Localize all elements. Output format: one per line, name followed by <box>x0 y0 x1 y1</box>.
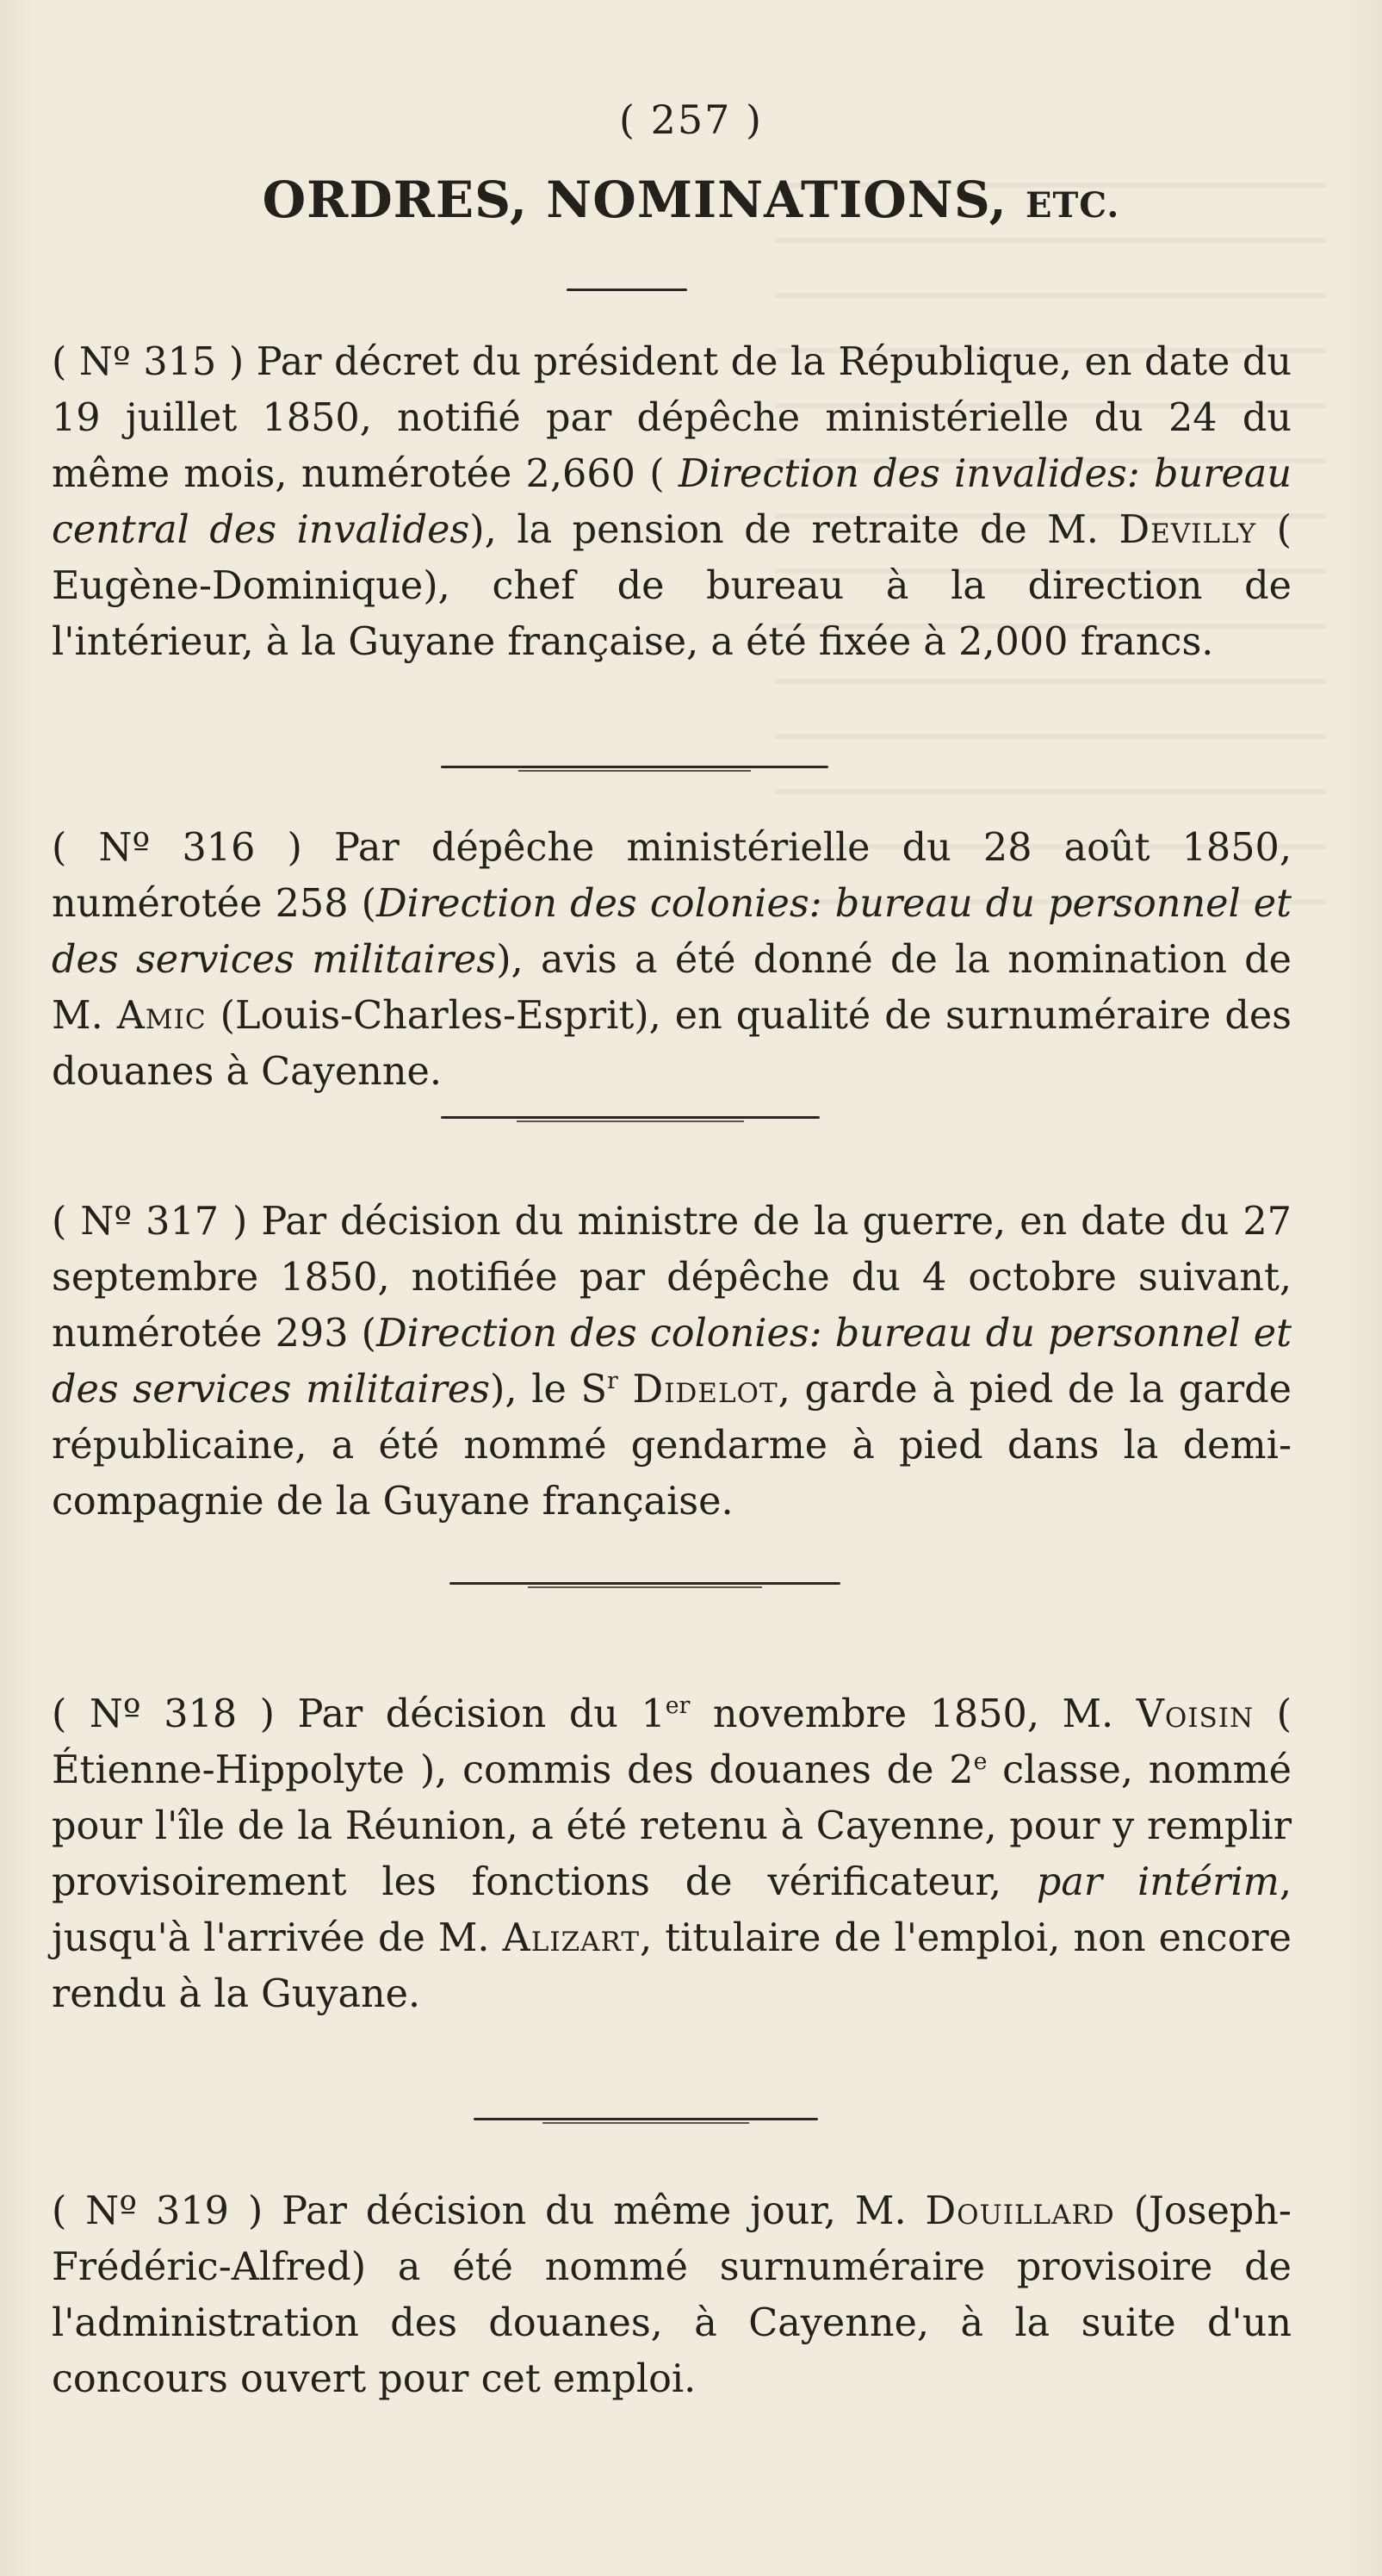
page-heading <box>0 171 1382 229</box>
entry-317 <box>52 1194 1292 1530</box>
entry-text <box>618 1368 633 1412</box>
entry-text: , titulaire de l'emploi, non encore rendu à la Guyane. <box>52 1916 1292 2016</box>
entry-316 <box>52 820 1292 1100</box>
entry-text: ), la pension de retraite de M. <box>469 508 1119 552</box>
entry-text: ( Étienne-Hippolyte ), commis des douanes de 2 <box>52 1692 1292 1792</box>
separator-rule <box>449 1582 840 1585</box>
entry-italic: par intérim <box>1036 1860 1280 1904</box>
entry-text: ( Eugène-Dominique), chef de bureau à la direction de l'intérieur, à la Guyane française, a été fixée à 2,000 francs. <box>52 508 1292 664</box>
separator-rule <box>441 766 828 768</box>
superscript: e <box>973 1748 988 1776</box>
person-name: Douillard <box>925 2189 1115 2233</box>
entry-315 <box>52 334 1292 670</box>
entry-text: ), le S <box>490 1368 608 1412</box>
entry-319 <box>52 2183 1292 2407</box>
heading-etc: ETC. <box>1026 185 1120 226</box>
superscript: r <box>607 1368 618 1395</box>
entry-text: , garde à pied de la garde républicaine, a été nommé gendarme à pied dans la demi-compagnie de la Guyane française. <box>52 1368 1292 1524</box>
entry-italic: Direction des colonies: bureau du personnel et des services militaires <box>52 882 1292 982</box>
separator-rule <box>474 2118 818 2120</box>
superscript: er <box>665 1692 691 1720</box>
entry-number: ( Nº 316 ) <box>52 826 302 870</box>
person-name: Voisin <box>1136 1692 1255 1736</box>
person-name: Devilly <box>1119 508 1257 552</box>
separator-rule <box>567 289 687 291</box>
entry-text: , jusqu'à l'arrivée de M. <box>52 1860 1292 1960</box>
entry-text: ), avis a été donné de la nomination de M. <box>52 938 1292 1038</box>
entry-italic: Direction des colonies: bureau du personnel et des services militaires <box>52 1312 1292 1412</box>
entry-text: Par décision du ministre de la guerre, en date du 27 septembre 1850, notifiée par dépêche du 4 octobre suivant, numérotée 293 ( <box>52 1200 1292 1356</box>
person-name: Didelot <box>632 1368 778 1412</box>
entry-text: classe, nommé pour l'île de la Réunion, a été retenu à Cayenne, pour y remplir provisoirement les fonctions de vérificateur, <box>52 1748 1292 1904</box>
entry-text: Par dépêche ministérielle du 28 août 1850, numérotée 258 ( <box>52 826 1292 926</box>
entry-number: ( Nº 319 ) <box>52 2189 263 2233</box>
entry-number: ( Nº 315 ) <box>52 340 245 384</box>
person-name: Alizart <box>502 1916 641 1960</box>
entry-number: ( Nº 318 ) <box>52 1692 276 1736</box>
entry-text: novembre 1850, M. <box>690 1692 1137 1736</box>
person-name: Amic <box>116 994 207 1038</box>
heading-main: ORDRES, NOMINATIONS, <box>262 171 1007 229</box>
separator-rule <box>441 1116 820 1119</box>
page-number: ( 257 ) <box>619 96 763 143</box>
entry-text: Par décret du président de la République, en date du 19 juillet 1850, notifié par dépêche ministérielle du 24 du même mois, numérotée 2,660 ( <box>52 340 1292 496</box>
entry-text: (Louis-Charles-Esprit), en qualité de surnuméraire des douanes à Cayenne. <box>52 994 1292 1094</box>
entry-text: Par décision du 1 <box>275 1692 666 1736</box>
entry-text: Par décision du même jour, M. <box>263 2189 926 2233</box>
entry-text: (Joseph-Frédéric-Alfred) a été nommé surnuméraire provisoire de l'administration des douanes, à Cayenne, à la suite d'un concours ouvert pour cet emploi. <box>52 2189 1292 2401</box>
entry-number: ( Nº 317 ) <box>52 1200 248 1244</box>
entry-318 <box>52 1686 1292 2022</box>
entry-italic: Direction des invalides: bureau central des invalides <box>52 452 1292 552</box>
